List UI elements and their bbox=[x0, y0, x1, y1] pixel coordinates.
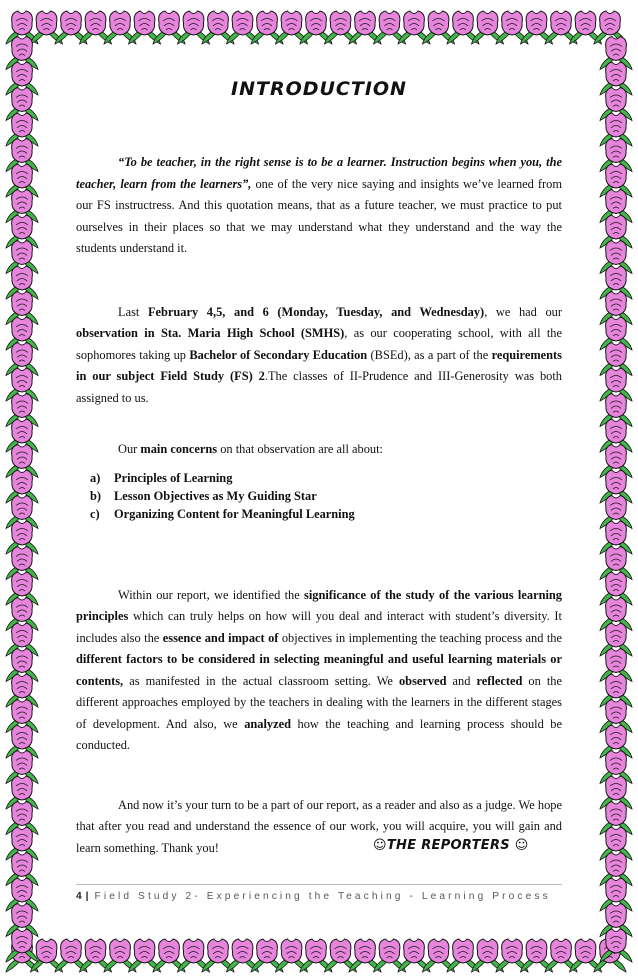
concerns-lead bbox=[76, 439, 562, 461]
rose-icon bbox=[600, 470, 632, 503]
list-item bbox=[90, 505, 562, 523]
list-item-text: Lesson Objectives as My Guiding Star bbox=[114, 488, 317, 503]
rose-icon bbox=[600, 394, 632, 427]
rose-icon bbox=[6, 929, 38, 962]
rose-icon bbox=[398, 939, 430, 972]
rose-icon bbox=[600, 929, 632, 962]
rose-icon bbox=[600, 623, 632, 656]
rose-icon bbox=[6, 674, 38, 707]
rose-icon bbox=[472, 11, 504, 44]
rose-icon bbox=[374, 939, 406, 972]
rose-icon bbox=[6, 572, 38, 605]
rose-icon bbox=[325, 11, 357, 44]
rose-icon bbox=[600, 776, 632, 809]
text-run: objectives in implementing the teaching process and the bbox=[278, 630, 562, 645]
bold-phrase: different factors to be considered in selecting meaningful and useful learning materials or contents, bbox=[76, 652, 562, 688]
rose-icon bbox=[104, 11, 136, 44]
rose-icon bbox=[300, 939, 332, 972]
list-item bbox=[90, 487, 562, 505]
text-run: Our bbox=[118, 442, 141, 456]
rose-icon bbox=[600, 139, 632, 172]
rose-icon bbox=[600, 190, 632, 223]
rose-icon bbox=[600, 853, 632, 886]
rose-icon bbox=[6, 368, 38, 401]
rose-icon bbox=[300, 11, 332, 44]
rose-icon bbox=[6, 700, 38, 733]
degree-name: Bachelor of Secondary Education bbox=[189, 347, 368, 362]
rose-icon bbox=[6, 139, 38, 172]
rose-icon bbox=[600, 649, 632, 682]
rose-icon bbox=[545, 939, 577, 972]
rose-icon bbox=[104, 939, 136, 972]
rose-icon bbox=[6, 164, 38, 197]
rose-icon bbox=[31, 939, 63, 972]
text-run: .The classes of II-Prudence and III-Generosity was both assigned to us. bbox=[76, 369, 562, 405]
rose-icon bbox=[600, 266, 632, 299]
rose-icon bbox=[6, 751, 38, 784]
rose-icon bbox=[6, 394, 38, 427]
rose-icon bbox=[6, 241, 38, 274]
rose-icon bbox=[600, 725, 632, 758]
report-paragraph bbox=[76, 585, 562, 757]
main-concerns-label: main concerns bbox=[140, 442, 218, 456]
rose-icon bbox=[6, 649, 38, 682]
rose-icon bbox=[423, 939, 455, 972]
page-body bbox=[76, 78, 562, 859]
list-item bbox=[90, 469, 562, 487]
closing-paragraph: And now it’s your turn to be a part of our report, as a reader and also as a judge. We hope that after you read and understand the essence of our work, you will acquire, you will gain and learn something. Thank you! bbox=[76, 797, 562, 855]
list-marker: b) bbox=[90, 488, 102, 503]
subject-requirement: requirements in our subject Field Study (FS) 2 bbox=[76, 347, 562, 383]
rose-icon bbox=[600, 241, 632, 274]
rose-icon bbox=[55, 11, 87, 44]
rose-icon bbox=[496, 11, 528, 44]
rose-icon bbox=[570, 939, 602, 972]
rose-icon bbox=[276, 939, 308, 972]
rose-icon bbox=[6, 496, 38, 529]
bold-phrase: observed bbox=[398, 673, 447, 688]
rose-icon bbox=[545, 11, 577, 44]
rose-icon bbox=[6, 419, 38, 452]
rose-icon bbox=[6, 547, 38, 580]
text-run: as manifested in the actual classroom setting. We bbox=[123, 673, 399, 688]
text-run: on that observation are all about: bbox=[217, 442, 383, 456]
rose-icon bbox=[600, 292, 632, 325]
rose-icon bbox=[129, 939, 161, 972]
rose-icon bbox=[6, 215, 38, 248]
rose-icon bbox=[6, 878, 38, 911]
rose-icon bbox=[398, 11, 430, 44]
rose-icon bbox=[31, 11, 63, 44]
rose-icon bbox=[6, 904, 38, 937]
rose-icon bbox=[6, 827, 38, 860]
rose-icon bbox=[6, 521, 38, 554]
rose-icon bbox=[600, 88, 632, 121]
rose-icon bbox=[600, 674, 632, 707]
rose-icon bbox=[594, 11, 626, 44]
bold-phrase: significance of the study of the various learning principles bbox=[76, 587, 562, 623]
observation-dates: February 4,5, and 6 bbox=[147, 304, 269, 319]
text-run: which can truly helps on how will you deal and interact with student’s diversity. It includes also the bbox=[76, 609, 562, 645]
rose-icon bbox=[227, 11, 259, 44]
text-run: , as our cooperating school, with all the sophomores taking up bbox=[76, 326, 563, 362]
rose-icon bbox=[6, 190, 38, 223]
text-run: and bbox=[446, 673, 477, 688]
rose-icon bbox=[6, 445, 38, 478]
rose-icon bbox=[600, 343, 632, 376]
rose-icon bbox=[6, 266, 38, 299]
page-footer bbox=[76, 884, 562, 902]
text-run: Last bbox=[118, 304, 148, 319]
observation-school: observation in Sta. Maria High School (SMHS) bbox=[76, 326, 345, 340]
rose-icon bbox=[496, 939, 528, 972]
rose-icon bbox=[600, 62, 632, 95]
rose-icon bbox=[600, 445, 632, 478]
rose-icon bbox=[600, 521, 632, 554]
rose-icon bbox=[6, 623, 38, 656]
rose-icon bbox=[6, 62, 38, 95]
rose-icon bbox=[6, 725, 38, 758]
rose-icon bbox=[600, 113, 632, 146]
rose-icon bbox=[6, 11, 38, 44]
list-item-text: Organizing Content for Meaningful Learning bbox=[114, 506, 355, 521]
rose-icon bbox=[202, 11, 234, 44]
rose-icon bbox=[6, 113, 38, 146]
rose-icon bbox=[600, 368, 632, 401]
rose-icon bbox=[447, 939, 479, 972]
observation-paragraph bbox=[76, 302, 562, 410]
rose-icon bbox=[600, 419, 632, 452]
rose-icon bbox=[600, 547, 632, 580]
bold-phrase: analyzed bbox=[244, 716, 291, 731]
list-marker: c) bbox=[90, 506, 100, 521]
rose-icon bbox=[153, 939, 185, 972]
rose-icon bbox=[600, 598, 632, 631]
rose-icon bbox=[349, 939, 381, 972]
rose-icon bbox=[6, 939, 38, 972]
rose-icon bbox=[251, 11, 283, 44]
observation-days: (Monday, Tuesday, and Wednesday) bbox=[268, 304, 485, 319]
rose-icon bbox=[6, 853, 38, 886]
list-item-text: Principles of Learning bbox=[114, 470, 233, 485]
rose-icon bbox=[600, 164, 632, 197]
rose-icon bbox=[251, 939, 283, 972]
rose-icon bbox=[80, 939, 112, 972]
footer-separator: | bbox=[85, 891, 89, 902]
rose-icon bbox=[6, 598, 38, 631]
rose-icon bbox=[178, 939, 210, 972]
rose-icon bbox=[374, 11, 406, 44]
rose-icon bbox=[600, 751, 632, 784]
list-marker: a) bbox=[90, 470, 101, 485]
text-run: , we had our bbox=[484, 304, 562, 319]
text-run: (BSEd), as a part of the bbox=[367, 347, 492, 362]
page-number: 4 bbox=[76, 891, 82, 902]
rose-icon bbox=[600, 572, 632, 605]
rose-icon bbox=[6, 37, 38, 70]
rose-icon bbox=[594, 939, 626, 972]
rose-icon bbox=[6, 776, 38, 809]
rose-icon bbox=[600, 802, 632, 835]
rose-icon bbox=[129, 11, 161, 44]
rose-icon bbox=[6, 470, 38, 503]
rose-icon bbox=[227, 939, 259, 972]
rose-icon bbox=[600, 37, 632, 70]
rose-icon bbox=[600, 827, 632, 860]
rose-icon bbox=[6, 343, 38, 376]
text-run: Within our report, we identified the bbox=[118, 587, 305, 602]
rose-icon bbox=[55, 939, 87, 972]
rose-icon bbox=[6, 317, 38, 350]
rose-icon bbox=[423, 11, 455, 44]
rose-icon bbox=[521, 11, 553, 44]
bold-phrase: essence and impact of bbox=[162, 630, 279, 645]
rose-icon bbox=[6, 292, 38, 325]
rose-icon bbox=[600, 215, 632, 248]
rose-icon bbox=[80, 11, 112, 44]
rose-icon bbox=[521, 939, 553, 972]
rose-icon bbox=[472, 939, 504, 972]
signature: ☺THE REPORTERS ☺ bbox=[373, 838, 529, 853]
rose-icon bbox=[600, 317, 632, 350]
rose-icon bbox=[6, 88, 38, 121]
rose-icon bbox=[6, 802, 38, 835]
intro-quote: “To be teacher, in the right sense is to be a learner. Instruction begins when you, the teacher, learn from the learners”, bbox=[76, 155, 562, 191]
rose-icon bbox=[600, 496, 632, 529]
rose-icon bbox=[600, 904, 632, 937]
footer-text: Field Study 2- Experiencing the Teaching - Learning Process bbox=[94, 891, 551, 902]
rose-icon bbox=[570, 11, 602, 44]
intro-paragraph bbox=[76, 152, 562, 260]
text-run: how the teaching and learning process should be conducted. bbox=[76, 716, 562, 752]
text-run: on the different approaches employed by the teachers in dealing with the learners in the different stages of development. And also, we bbox=[76, 673, 562, 731]
rose-icon bbox=[447, 11, 479, 44]
rose-icon bbox=[153, 11, 185, 44]
intro-text: one of the very nice saying and insights we’ve learned from our FS instructress. And this quotation means, that as a future teacher, we must practice to put ourselves in their places so that we may understand what they understand and the way the students understand it. bbox=[76, 176, 563, 255]
rose-icon bbox=[349, 11, 381, 44]
page-title: INTRODUCTION bbox=[231, 78, 407, 100]
rose-icon bbox=[202, 939, 234, 972]
rose-icon bbox=[600, 878, 632, 911]
rose-icon bbox=[276, 11, 308, 44]
rose-icon bbox=[178, 11, 210, 44]
rose-icon bbox=[600, 700, 632, 733]
concerns-list bbox=[76, 469, 562, 523]
rose-icon bbox=[325, 939, 357, 972]
bold-phrase: reflected bbox=[476, 673, 523, 688]
